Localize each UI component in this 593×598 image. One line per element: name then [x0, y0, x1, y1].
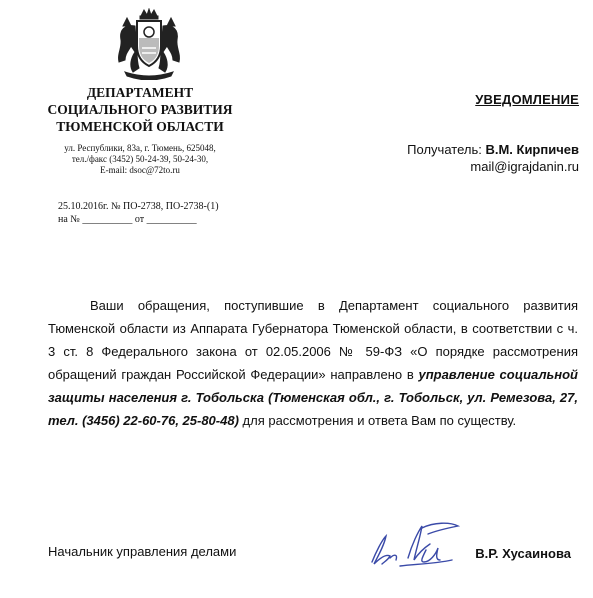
- recipient-email: mail@igrajdanin.ru: [470, 159, 579, 174]
- department-line: СОЦИАЛЬНОГО РАЗВИТИЯ: [47, 102, 233, 117]
- address-line: тел./факс (3452) 50-24-39, 50-24-30,: [71, 154, 209, 164]
- department-line: ДЕПАРТАМЕНТ: [86, 85, 194, 100]
- handwritten-signature: [364, 514, 464, 579]
- notice-title: УВЕДОМЛЕНИЕ: [475, 92, 579, 107]
- body-text-part2: для рассмотрения и ответа Вам по существу.: [238, 413, 517, 428]
- signer-name: В.Р. Хусаинова: [475, 546, 571, 561]
- department-line: ТЮМЕНСКОЙ ОБЛАСТИ: [56, 119, 224, 134]
- address-line: ул. Республики, 83а, г. Тюмень, 625048,: [64, 143, 216, 153]
- recipient-prefix: Получатель:: [407, 142, 486, 157]
- recipient-name: В.М. Кирпичев: [485, 142, 579, 157]
- body-text-part1: Ваши обращения, поступившие в Департамент социального развития Тюменской области из Аппарата Губернатора Тюменской области, в соответствии с ч. 3 ст. 8 Федерального закона от 02.05.2006 № 59-ФЗ «О порядке рассмотрения обращений граждан Российской Федерации» направлено в: [48, 298, 578, 382]
- department-name: [40, 84, 240, 135]
- recipient-line: [407, 141, 579, 158]
- body-emphasis: управление социальной защиты населения г. Тобольска (Тюменская обл., г. Тобольск, ул. Ремезова, 27, тел. (3456) 22-60-76, 25-80-48): [48, 367, 578, 428]
- body-paragraph: [48, 294, 578, 432]
- signer-position: Начальник управления делами: [48, 544, 237, 559]
- reference-number: 25.10.2016г. № ПО-2738, ПО-2738-(1): [58, 201, 219, 212]
- recipient-block: [407, 141, 579, 175]
- letter-body: [48, 294, 578, 432]
- reference-block: [58, 200, 219, 226]
- department-address: [40, 143, 240, 176]
- coat-of-arms-icon: [111, 8, 187, 85]
- address-line: E-mail: dsoc@72to.ru: [100, 165, 180, 175]
- reference-reply: на № __________ от __________: [58, 214, 197, 225]
